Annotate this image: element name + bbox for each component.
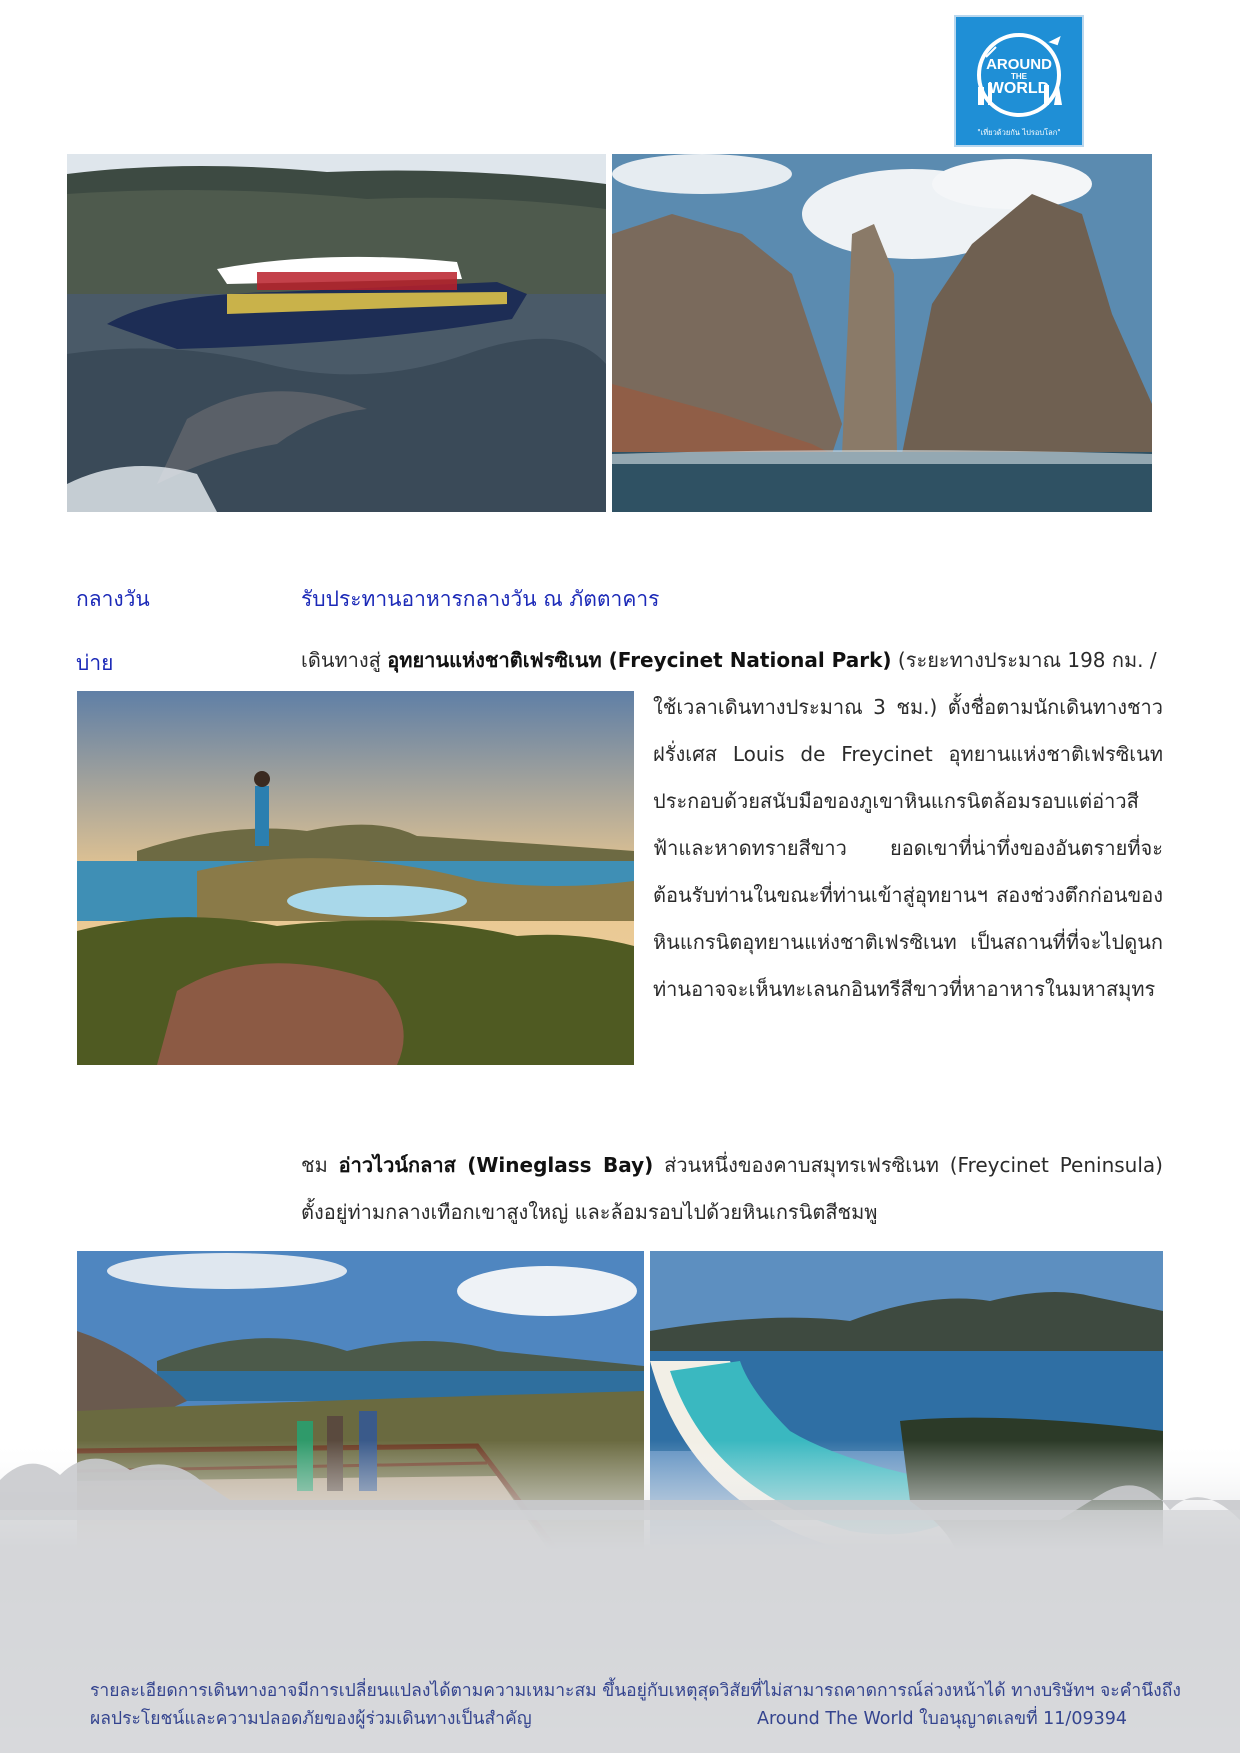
wineglass-paragraph: [301, 1142, 1163, 1236]
wineglass-bay-name: อ่าวไวน์กลาส (Wineglass Bay): [338, 1153, 654, 1177]
photo-hiker-lookout: [77, 691, 634, 1065]
time-label-afternoon: บ่าย: [76, 651, 114, 675]
wineglass-lead: ชม: [301, 1153, 339, 1177]
afternoon-line1-rest: (ระยะทางประมาณ 198 กม. /: [891, 648, 1157, 672]
footer-disclaimer-line1: รายละเอียดการเดินทางอาจมีการเปลี่ยนแปลงได้ตามความเหมาะสม ขึ้นอยู่กับเหตุสุดวิสัยที่ไม่สามารถคาดการณ์ล่วงหน้าได้ ทางบริษัทฯ จะคำนึงถึง: [90, 1681, 1181, 1701]
afternoon-description: ใช้เวลาเดินทางประมาณ 3 ชม.) ตั้งชื่อตามนักเดินทางชาวฝรั่งเศส Louis de Freycinet อุทยานแห่งชาติเฟรซิเนท ประกอบด้วยสนับมือของภูเขาหินแกรนิตล้อมรอบแต่อ่าวสีฟ้าและหาดทรายสีขาว ยอดเขาที่น่าทึ่งของอันตรายที่จะต้อนรับท่านในขณะที่ท่านเข้าสู่อุทยานฯ สองช่วงตึกก่อนของหินแกรนิตอุทยานแห่งชาติเฟรซิเนท เป็นสถานที่ที่จะไปดูนก ท่านอาจจะเห็นทะเลนกอินทรีสีขาวที่หาอาหารในมหาสมุทร: [653, 695, 1163, 1001]
freycinet-park-name: อุทยานแห่งชาติเฟรซิเนท (Freycinet National Park): [387, 648, 892, 672]
logo-line1: AROUND: [986, 56, 1052, 73]
company-logo: [954, 15, 1084, 147]
logo-line2: THE: [1011, 72, 1027, 81]
afternoon-first-line: [301, 637, 1163, 684]
lunch-text: รับประทานอาหารกลางวัน ณ ภัตตาคาร: [301, 587, 660, 611]
photo-sea-stacks: [612, 154, 1152, 512]
footer-license: Around The World ใบอนุญาตเลขที่ 11/09394: [757, 1709, 1127, 1729]
footer-disclaimer-line2: ผลประโยชน์และความปลอดภัยของผู้ร่วมเดินทางเป็นสำคัญ: [90, 1709, 532, 1729]
photo-boat-dolphin: [67, 154, 606, 512]
time-label-lunch: กลางวัน: [76, 587, 150, 611]
afternoon-lead: เดินทางสู่: [301, 648, 388, 672]
wineglass-rest: ส่วนหนึ่งของคาบสมุทรเฟรซิเนท (Freycinet Peninsula) ตั้งอยู่ท่ามกลางเทือกเขาสูงใหญ่ และล้อมรอบไปด้วยหินเกรนิตสีชมพู: [301, 1153, 1163, 1224]
logo-tagline: "เที่ยวด้วยกัน ไปรอบโลก": [977, 128, 1061, 137]
logo-line3: WORLD: [988, 80, 1050, 97]
